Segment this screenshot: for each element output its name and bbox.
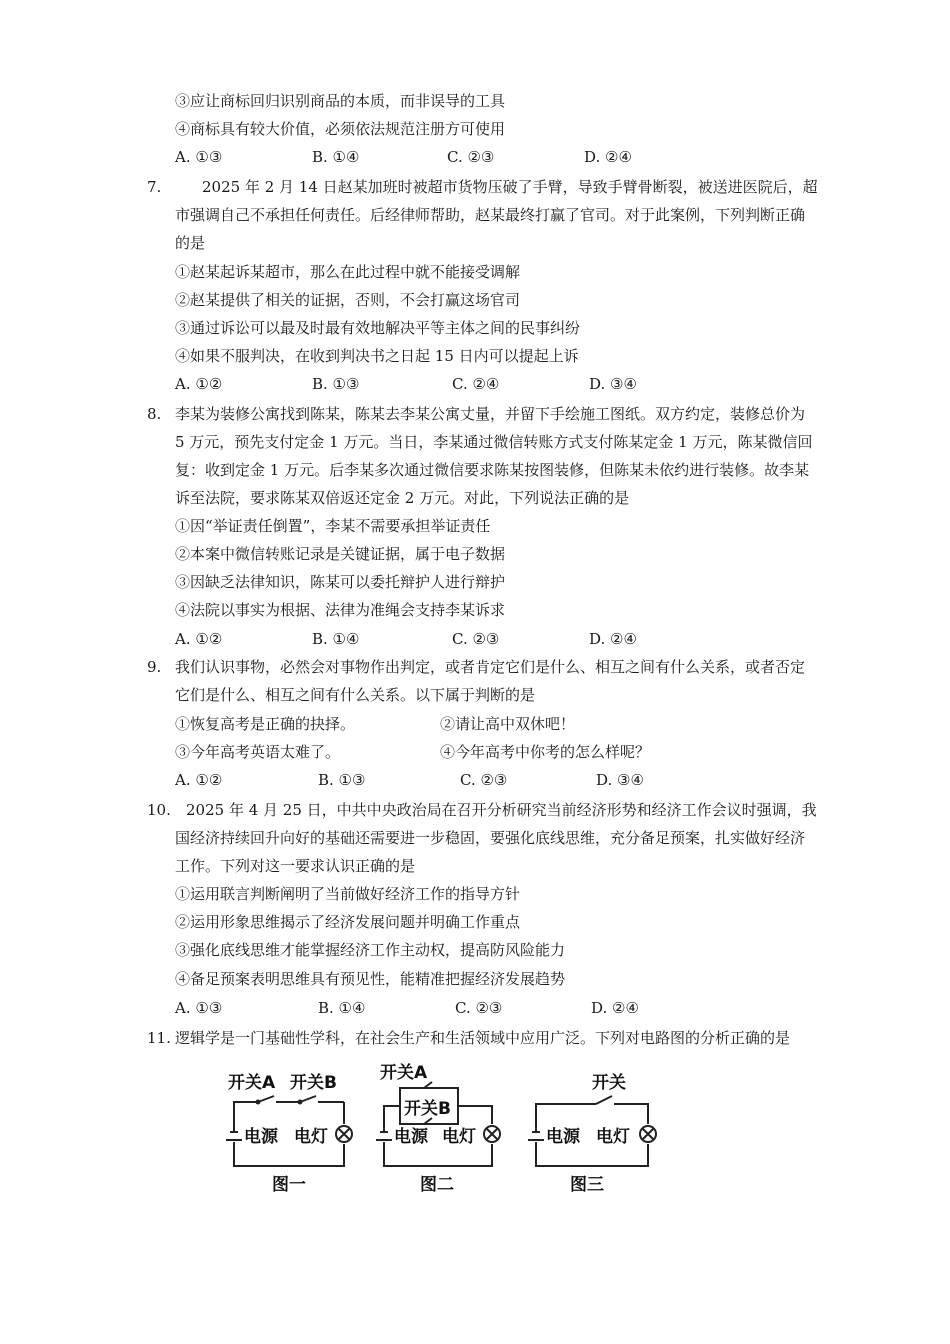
fig1-switch-a-label: 开关A — [228, 1073, 276, 1093]
q6-option-d: D. ②④ — [584, 148, 632, 166]
q6-item-3: ③应让商标回归识别商品的本质，而非误导的工具 — [175, 92, 506, 110]
q7-item-1: ①赵某起诉某超市，那么在此过程中就不能接受调解 — [175, 263, 521, 281]
q8-option-d: D. ②④ — [589, 630, 637, 648]
q8-option-b: B. ①④ — [312, 630, 360, 648]
q11-stem: 逻辑学是一门基础性学科，在社会生产和生活领域中应用广泛。下列对电路图的分析正确的是 — [175, 1029, 791, 1047]
q10-number: 10. — [147, 801, 171, 819]
q9-stem-line-2: 它们是什么、相互之间有什么关系。以下属于判断的是 — [175, 686, 536, 704]
fig1-switch-b-label: 开关B — [290, 1073, 337, 1093]
q8-number: 8. — [147, 405, 162, 423]
q10-stem-line-2: 国经济持续回升向好的基础还需要进一步稳固，要强化底线思维，充分备足预案，扎实做好经济 — [175, 829, 806, 847]
fig2-lamp-label: 电灯 — [442, 1127, 476, 1147]
q9-item-1: ①恢复高考是正确的抉择。 — [175, 715, 356, 733]
fig1-caption: 图一 — [272, 1175, 306, 1195]
q9-option-d: D. ③④ — [596, 771, 644, 789]
q10-option-d: D. ②④ — [591, 999, 639, 1017]
q9-option-c: C. ②③ — [460, 771, 508, 789]
q8-stem-line-2: 5 万元，预先支付定金 1 万元。当日，李某通过微信转账方式支付陈某定金 1 万元，陈某微信回 — [175, 433, 813, 451]
q8-item-4: ④法院以事实为根据、法律为准绳会支持李某诉求 — [175, 601, 506, 619]
q9-item-3: ③今年高考英语太难了。 — [175, 743, 341, 761]
q8-item-3: ③因缺乏法律知识，陈某可以委托辩护人进行辩护 — [175, 573, 506, 591]
q6-option-a: A. ①③ — [175, 148, 223, 166]
q7-option-d: D. ③④ — [589, 375, 637, 393]
q10-option-a: A. ①③ — [175, 999, 223, 1017]
q8-item-2: ②本案中微信转账记录是关键证据，属于电子数据 — [175, 545, 506, 563]
q7-option-a: A. ①② — [175, 375, 223, 393]
fig3-lamp-label: 电灯 — [596, 1127, 630, 1147]
q7-stem-line-3: 的是 — [175, 234, 206, 252]
q6-option-b: B. ①④ — [312, 148, 360, 166]
fig2-switch-b-label: 开关B — [404, 1099, 451, 1119]
q7-option-b: B. ①③ — [312, 375, 360, 393]
q9-stem-line-1: 我们认识事物，必然会对事物作出判定，或者肯定它们是什么、相互之间有什么关系，或者否定 — [175, 658, 806, 676]
q7-item-3: ③通过诉讼可以最及时最有效地解决平等主体之间的民事纠纷 — [175, 319, 581, 337]
q9-option-b: B. ①③ — [318, 771, 366, 789]
circuit-diagrams-svg — [218, 1062, 658, 1200]
q8-stem-line-4: 诉至法院，要求陈某双倍返还定金 2 万元。对此，下列说法正确的是 — [175, 489, 630, 507]
q9-number: 9. — [147, 658, 162, 676]
q8-item-1: ①因“举证责任倒置”，李某不需要承担举证责任 — [175, 517, 491, 535]
figure-2-circuit — [376, 1082, 500, 1166]
q8-stem-line-1: 李某为装修公寓找到陈某，陈某去李某公寓丈量，并留下手绘施工图纸。双方约定，装修总价为 — [175, 405, 806, 423]
q9-option-a: A. ①② — [175, 771, 223, 789]
q10-item-2: ②运用形象思维揭示了经济发展问题并明确工作重点 — [175, 913, 521, 931]
q6-option-c: C. ②③ — [447, 148, 495, 166]
fig3-caption: 图三 — [570, 1175, 604, 1195]
q10-item-3: ③强化底线思维才能掌握经济工作主动权，提高防风险能力 — [175, 941, 566, 959]
q10-stem-line-1: 2025 年 4 月 25 日，中共中央政治局在召开分析研究当前经济形势和经济工作会议时强调，我 — [186, 801, 817, 819]
q9-item-2: ②请让高中双休吧！ — [440, 715, 576, 733]
q8-option-c: C. ②③ — [452, 630, 500, 648]
q8-stem-line-3: 复：收到定金 1 万元。后李某多次通过微信要求陈某按图装修，但陈某未依约进行装修。故李某 — [175, 461, 810, 479]
q10-item-1: ①运用联言判断阐明了当前做好经济工作的指导方针 — [175, 885, 521, 903]
fig2-switch-a-label: 开关A — [380, 1063, 428, 1083]
circuit-diagrams — [218, 1062, 658, 1200]
fig2-power-label: 电源 — [394, 1127, 428, 1147]
q7-stem-line-2: 市强调自己不承担任何责任。后经律师帮助，赵某最终打赢了官司。对于此案例，下列判断正确 — [175, 206, 806, 224]
q11-number: 11. — [147, 1029, 171, 1047]
q10-item-4: ④备足预案表明思维具有预见性，能精准把握经济发展趋势 — [175, 970, 566, 988]
q6-item-4: ④商标具有较大价值，必须依法规范注册方可使用 — [175, 120, 506, 138]
fig1-lamp-label: 电灯 — [294, 1127, 328, 1147]
fig2-caption: 图二 — [420, 1175, 454, 1195]
q8-option-a: A. ①② — [175, 630, 223, 648]
q9-item-4: ④今年高考中你考的怎么样呢？ — [440, 743, 651, 761]
q7-number: 7. — [147, 178, 162, 196]
q10-option-b: B. ①④ — [318, 999, 366, 1017]
fig3-power-label: 电源 — [546, 1127, 580, 1147]
q7-item-2: ②赵某提供了相关的证据，否则，不会打赢这场官司 — [175, 291, 521, 309]
fig1-power-label: 电源 — [244, 1127, 278, 1147]
q10-stem-line-3: 工作。下列对这一要求认识正确的是 — [175, 857, 416, 875]
q7-stem-line-1: 2025 年 2 月 14 日赵某加班时被超市货物压破了手臂，导致手臂骨断裂，被送进医院后，超 — [202, 178, 818, 196]
q7-item-4: ④如果不服判决，在收到判决书之日起 15 日内可以提起上诉 — [175, 347, 579, 365]
q7-option-c: C. ②④ — [452, 375, 500, 393]
fig3-switch-label: 开关 — [592, 1073, 626, 1093]
q10-option-c: C. ②③ — [455, 999, 503, 1017]
